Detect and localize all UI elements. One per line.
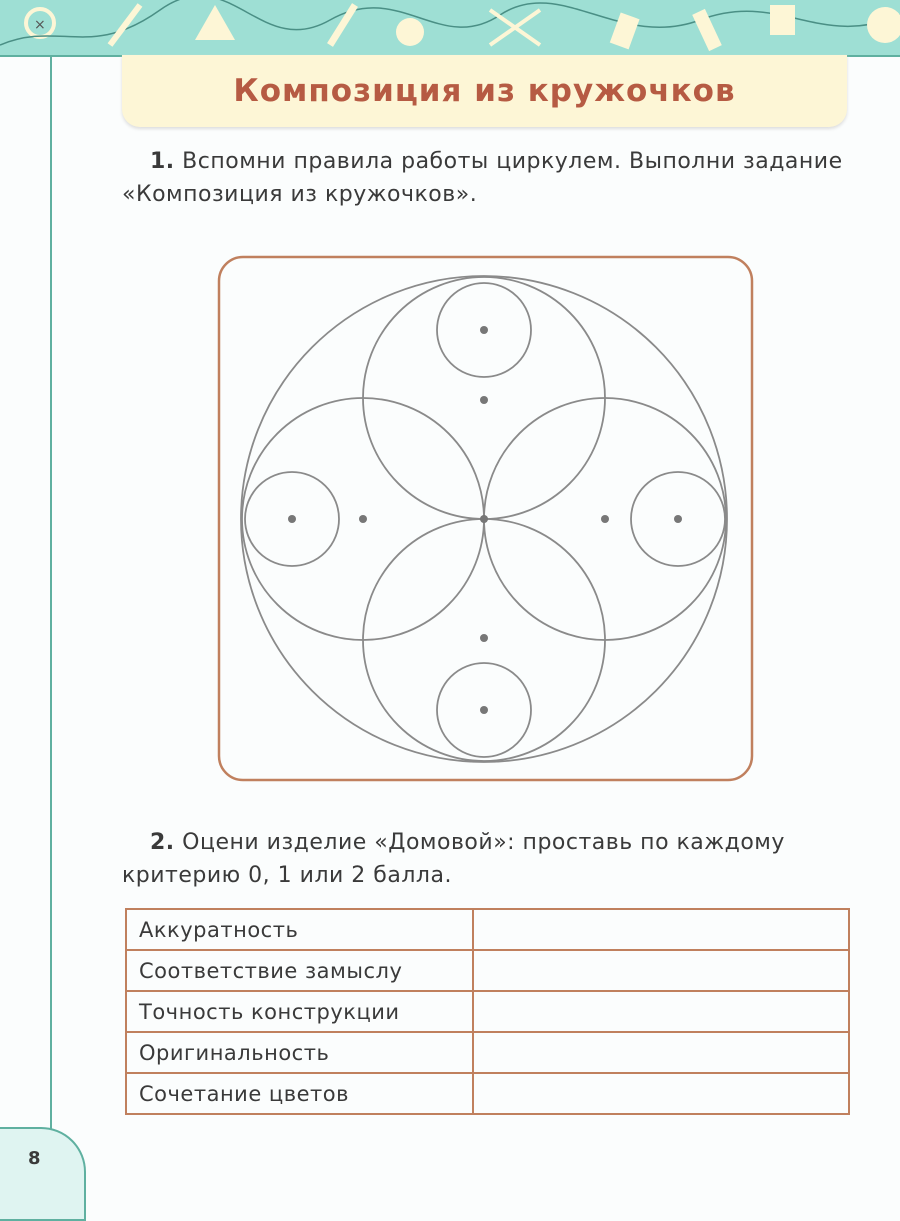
criterion-label: Точность конструкции <box>126 991 473 1032</box>
page-number: 8 <box>28 1148 41 1169</box>
table-row <box>126 1032 849 1073</box>
score-cell[interactable] <box>473 991 849 1032</box>
svg-text:×: × <box>34 17 46 33</box>
score-cell[interactable] <box>473 1032 849 1073</box>
table-row <box>126 1073 849 1114</box>
task-1-text: Вспомни правила работы циркулем. Выполни задание «Композиция из кружочков». <box>122 149 843 207</box>
score-cell[interactable] <box>473 1073 849 1114</box>
task-2-text: Оцени изделие «Домовой»: проставь по каждому критерию 0, 1 или 2 балла. <box>122 830 785 888</box>
task-2 <box>122 826 852 892</box>
task-2-number: 2. <box>150 830 175 855</box>
page-number-tab <box>0 1127 86 1221</box>
evaluation-table <box>125 908 850 1115</box>
table-row <box>126 950 849 991</box>
task-1-number: 1. <box>150 149 175 174</box>
criterion-label: Оригинальность <box>126 1032 473 1073</box>
criterion-label: Сочетание цветов <box>126 1073 473 1114</box>
score-cell[interactable] <box>473 909 849 950</box>
page-title: Композиция из кружочков <box>233 73 736 109</box>
table-row <box>126 991 849 1032</box>
criterion-label: Аккуратность <box>126 909 473 950</box>
criterion-label: Соответствие замыслу <box>126 950 473 991</box>
score-cell[interactable] <box>473 950 849 991</box>
table-row <box>126 909 849 950</box>
